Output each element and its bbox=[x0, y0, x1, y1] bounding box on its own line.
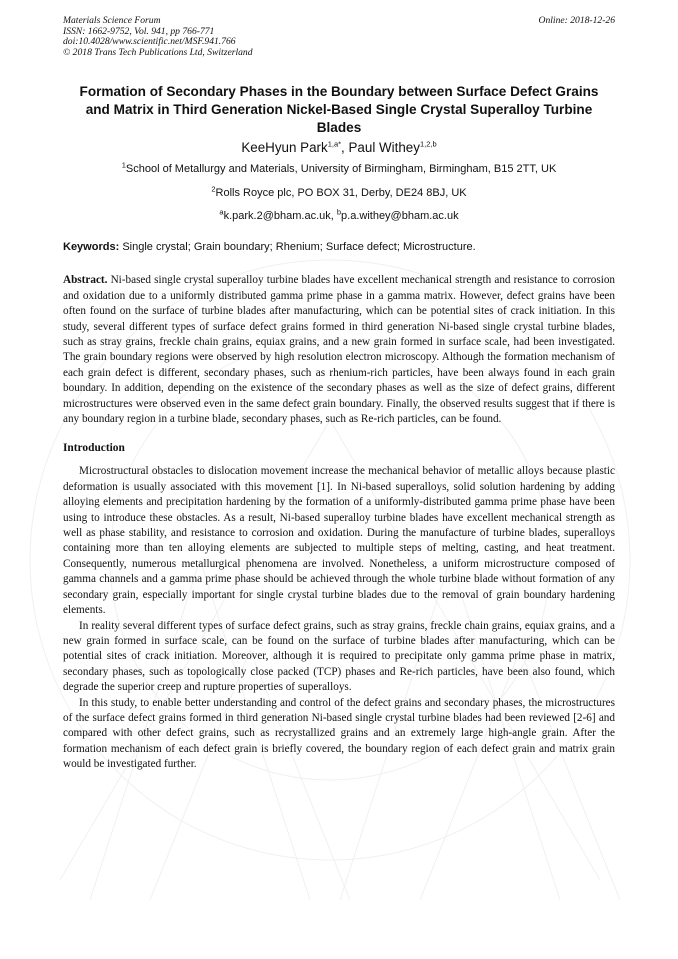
keywords bbox=[63, 240, 615, 254]
affiliation-2 bbox=[63, 186, 615, 200]
body-paragraph: In reality several different types of surface defect grains, such as stray grains, freckle chain grains, equiax grains, and a new grain formed in surface scale, can be found on the surface of turbine blades after manufacturing, which can be potential sites of crack initiation. Moreover, although it is required to precipitate only gamma prime phase in matrix, secondary phases, such as topologically close packed (TCP) phases and Re-rich particles, have been also found, which degrade the superior creep and rupture properties of superalloys. bbox=[63, 619, 615, 694]
email-address[interactable]: k.park.2@bham.ac.uk, bbox=[223, 210, 337, 223]
author-sup: 1,2,b bbox=[419, 139, 437, 149]
running-head bbox=[63, 16, 615, 58]
journal-copyright: © 2018 Trans Tech Publications Ltd, Switzerland bbox=[63, 46, 253, 58]
email-address[interactable]: p.a.withey@bham.ac.uk bbox=[341, 210, 459, 223]
journal-name: Materials Science Forum bbox=[63, 15, 161, 26]
online-date: Online: 2018-12-26 bbox=[538, 15, 615, 26]
abstract-text: Ni-based single crystal superalloy turbine blades have excellent mechanical strength and resistance to corrosion and oxidation due to a uniformly distributed gamma prime phase in a gamma matrix. However, defect grains have been often found on the surface of turbine blades after manufacturing, which can be potential sites of crack initiation. In this study, several different types of surface defect grains formed in third generation Ni-based single crystal turbine blades, such as stray grains, freckle chain grains, equiax grains, and a new grain formed in surface scale, had been investigated. The grain boundary regions were observed by high resolution electron microscopy. Although the formation mechanism of each grain defect is different, secondary phases, such as rhenium-rich particles, have been always found in each grain boundary. In addition, depending on the existence of the secondary phases as well as the size of defect grains, different microstructures were observed even in the same defect grain boundary. Finally, the observed results suggest that if there is any boundary region in a turbine blade, secondary phases, such as Re-rich particles, can be found. bbox=[63, 274, 616, 426]
body-paragraph: Microstructural obstacles to dislocation movement increase the mechanical behavior of metallic alloys because plastic deformation is usually associated with this movement [1]. In Ni-based superalloys, solid solution hardening by adding alloying elements and precipitation hardening by the formation of a uniformly-distributed gamma prime phase have been using to introduce these obstacles. As a result, Ni-based superalloy turbine blades have excellent mechanical strength as well as phase stability, and resistance to corrosion and oxidation. During the manufacture of turbine blades, superalloys containing more than ten alloying elements are subjected to multiple steps of melting, casting, and heat treatment. Consequently, numerous metallurgical phenomena are involved. Nonetheless, a uniform microstructure composed of gamma channels and a gamma prime phase should be achieved through the whole turbine blade without formation of any secondary grain, especially important for single crystal turbine blades due to the removal of grain boundary hardening elements. bbox=[63, 465, 615, 617]
paper-page bbox=[63, 16, 615, 773]
journal-issn: ISSN: 1662-9752, Vol. 941, pp 766-771 bbox=[63, 25, 215, 37]
affiliation-1 bbox=[63, 162, 615, 176]
author-sup: 1,a* bbox=[327, 139, 342, 149]
email-line bbox=[63, 209, 615, 223]
affiliation-text: School of Metallurgy and Materials, University of Birmingham, Birmingham, B15 2TT, UK bbox=[125, 163, 557, 176]
author-separator: , bbox=[341, 140, 349, 156]
author-name: Paul Withey bbox=[348, 140, 420, 156]
section-heading-introduction: Introduction bbox=[63, 442, 125, 455]
journal-doi: doi:10.4028/www.scientific.net/MSF.941.766 bbox=[63, 36, 236, 48]
affiliation-sup: 1 bbox=[121, 160, 126, 170]
keywords-text: Single crystal; Grain boundary; Rhenium; Surface defect; Microstructure. bbox=[122, 241, 476, 254]
email-sup: b bbox=[336, 207, 342, 217]
author-list bbox=[63, 138, 615, 158]
keywords-label: Keywords: bbox=[63, 241, 120, 254]
affiliation-text: Rolls Royce plc, PO BOX 31, Derby, DE24 8BJ, UK bbox=[215, 187, 467, 200]
abstract-label: Abstract. bbox=[63, 274, 108, 287]
journal-info bbox=[63, 16, 253, 58]
abstract bbox=[63, 273, 615, 427]
body-paragraph: In this study, to enable better understanding and control of the defect grains and secondary phases, the microstructures of the surface defect grains formed in third generation Ni-based single crystal turbine blades had been reviewed [2-6] and compared with other defect grains, such as recrystallized grains and an extremely large high-angle grain. After the formation mechanism of each defect grain is briefly covered, the boundary region of each defect grain and matrix grain would be investigated further. bbox=[63, 696, 615, 771]
email-sup: a bbox=[219, 207, 224, 217]
affiliation-sup: 2 bbox=[211, 184, 216, 194]
author-name: KeeHyun Park bbox=[241, 140, 328, 156]
paper-title: Formation of Secondary Phases in the Boundary between Surface Defect Grains and Matrix in Third Generation Nickel-Based Single Crystal Superalloy Turbine Blades bbox=[79, 84, 599, 136]
